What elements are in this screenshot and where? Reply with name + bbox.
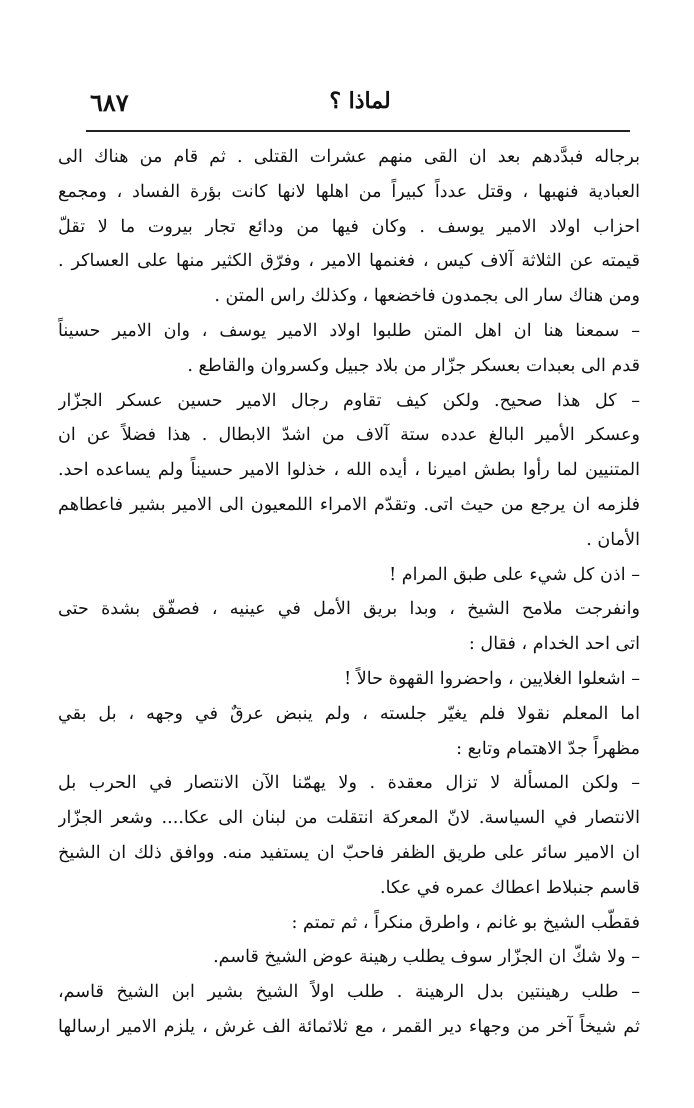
text-line: فلزمه ان يرجع من حيث اتى. وتقدّم الامراء اللمعيون الى الامير بشير فاعطاهم — [58, 494, 640, 515]
text-line: اما المعلم نقولا فلم يغيّر جلسته ، ولم ينبض عرقٌ في وجهه ، بل بقي — [58, 703, 640, 724]
text-line: برجاله فبدَّدهم بعد ان القى منهم عشرات القتلى . ثم قام من هناك الى — [58, 147, 640, 167]
text-line: – كل هذا صحيح. ولكن كيف تقاوم رجال الامير حسين عسكر الجزّار — [58, 390, 640, 411]
text-line: ثم شيخاً آخر من وجهاء دير القمر ، مع ثلاثمائة الف غرش ، يلزم الامير ارسالها — [58, 1016, 640, 1037]
text-line: مظهراً جدّ الاهتمام وتابع : — [456, 738, 640, 759]
page-header — [90, 88, 630, 118]
text-line: – ولا شكّ ان الجزّار سوف يطلب رهينة عوض الشيخ قاسم. — [213, 947, 640, 968]
body-text — [58, 140, 640, 1045]
text-line: – اذن كل شيء على طبق المرام ! — [389, 564, 640, 585]
text-line: – اشعلوا الغلايين ، واحضروا القهوة حالاً ! — [344, 668, 640, 689]
text-line: – ولكن المسألة لا تزال معقدة . ولا يهمّنا الآن الانتصار في الحرب بل — [58, 773, 640, 794]
text-line: قيمته عن الثلاثة آلاف كيس ، فغنمها الامير ، وفرّق الكثير منها على العساكر . — [58, 251, 640, 272]
text-line: – طلب رهينتين بدل الرهينة . طلب اولاً الشيخ بشير ابن الشيخ قاسم، — [58, 982, 640, 1003]
text-line: العبادية فنهبها ، وقتل عدداً كبيراً من اهلها لانها كانت بؤرة الفساد ، ومجمع — [58, 181, 640, 202]
header-rule — [86, 130, 630, 132]
text-line: وعسكر الأمير البالغ عدده ستة آلاف من اشدّ الابطال . هذا فضلاً عن ان — [58, 425, 640, 446]
text-line: المتنيين لما رأوا بطش اميرنا ، أيده الله ، خذلوا الامير حسيناً ولم يساعده احد. — [58, 460, 640, 481]
text-line: اتى احد الخدام ، فقال : — [468, 634, 640, 655]
running-title: لماذا ؟ — [329, 88, 391, 114]
text-line: الانتصار في السياسة. لانّ المعركة انتقلت من لبنان الى عكا.... وشعر الجزّار — [58, 808, 640, 829]
text-line: قاسم جنبلاط اعطاك عمره في عكا. — [380, 877, 640, 898]
text-line: ان الامير سائر على طريق الظفر فاحبّ ان يستفيد منه. ووافق ذلك ان الشيخ — [58, 842, 640, 863]
text-line: احزاب اولاد الامير يوسف . وكان فيها من ودائع تجار بيروت ما لا تقلّ — [58, 216, 640, 237]
text-line: – سمعنا هنا ان اهل المتن طلبوا اولاد الامير يوسف ، وان الامير حسيناً — [58, 320, 640, 341]
text-line: الأمان . — [586, 529, 640, 550]
text-line: قدم الى بعبدات بعسكر جزّار من بلاد جبيل وكسروان والقاطع . — [187, 355, 640, 376]
text-line: وانفرجت ملامح الشيخ ، وبدا بريق الأمل في عينيه ، فصفّق بشدة حتى — [58, 599, 640, 620]
text-line: ومن هناك سار الى بجمدون فاخضعها ، وكذلك راس المتن . — [214, 286, 640, 307]
page-number: ٦٨٧ — [90, 88, 129, 117]
text-line: فقطّب الشيخ بو غانم ، واطرق منكراً ، ثم تمتم : — [291, 912, 640, 933]
